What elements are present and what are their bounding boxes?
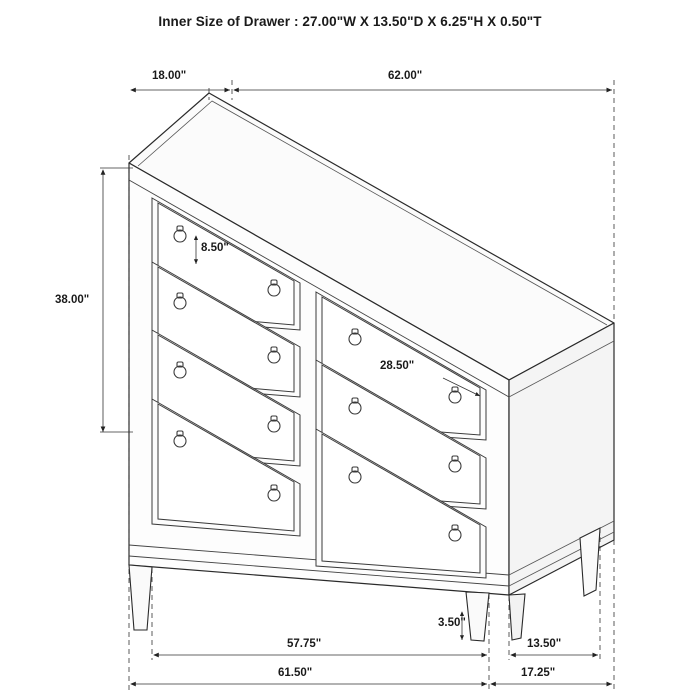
dim-base-width-inner: 57.75" [287, 638, 322, 650]
dim-top-drawer-height: 8.50" [201, 242, 229, 254]
dim-width-top: 62.00" [388, 70, 423, 82]
dim-drawer-width: 28.50" [380, 360, 415, 372]
dim-foot-height: 3.50" [438, 617, 466, 629]
dim-height-left: 38.00" [55, 294, 90, 306]
dim-base-depth-inner: 13.50" [527, 638, 562, 650]
dim-base-depth-outer: 17.25" [521, 667, 556, 679]
page-title: Inner Size of Drawer : 27.00"W X 13.50"D X 6.25"H X 0.50"T [158, 14, 542, 29]
dim-base-width-outer: 61.50" [278, 667, 313, 679]
dim-depth-top: 18.00" [152, 70, 187, 82]
